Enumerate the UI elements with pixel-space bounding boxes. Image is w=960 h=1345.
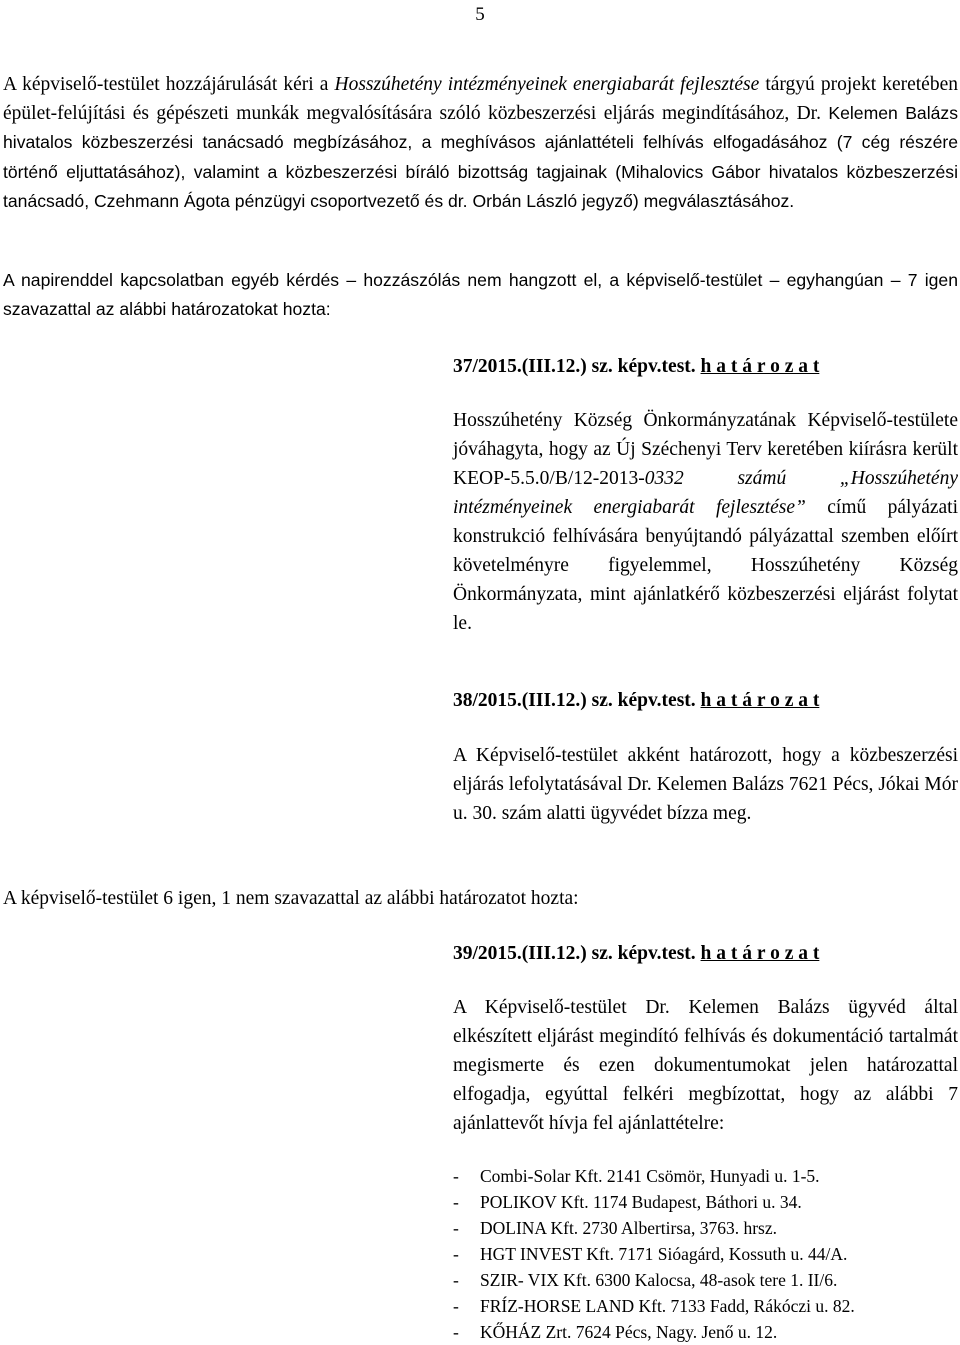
resolution-39-heading bbox=[453, 942, 953, 966]
list-item: - FRÍZ-HORSE LAND Kft. 7133 Fadd, Rákóczi u. 82. bbox=[453, 1296, 855, 1316]
resolution-keyword: h a t á r o z a t bbox=[700, 356, 820, 377]
company-list bbox=[453, 1163, 855, 1345]
resolution-keyword: h a t á r o z a t bbox=[700, 690, 820, 711]
resolution-text-b: 0332 számú „Hosszúhetény intézményeinek energiabarát fejlesztése” bbox=[453, 468, 958, 518]
resolution-number: 39/2015.(III.12.) sz. képv.test. bbox=[453, 943, 696, 964]
intro-paragraph bbox=[3, 70, 958, 216]
resolution-37-heading bbox=[453, 355, 953, 379]
resolution-number: 38/2015.(III.12.) sz. képv.test. bbox=[453, 690, 696, 711]
intro-text-1: A képviselő-testület hozzájárulását kéri a bbox=[3, 74, 335, 95]
intro-text-3: Kelemen Balázs hivatalos közbeszerzési tanácsadó megbízásához, a meghívásos ajánlattételi felhívás elfogadásához (7 cég részére történő eljuttatásához), valamint a közbeszerzési bíráló bizottság tagjainak (Mihalovics Gábor hivatalos közbeszerzési tanácsadó, Czehmann Ágota pénzügyi csoportvezető és dr. Orbán László jegyző) megválasztásához. bbox=[3, 103, 958, 211]
resolution-text-a: Hosszúhetény Község Önkormányzatának Képviselő-testülete jóváhagyta, hogy az Új Széchenyi Terv keretében kiírásra került KEOP-5.5.0/B/12-2013- bbox=[453, 410, 958, 489]
vote-note: A képviselő-testület 6 igen, 1 nem szavazattal az alábbi határozatot hozta: bbox=[3, 888, 579, 909]
resolution-text-c: című pályázati konstrukció felhívására benyújtandó pályázattal szemben előírt követelményre figyelemmel, Hosszúhetény Község Önkormányzata, mint ajánlatkérő közbeszerzési eljárást folytat le. bbox=[453, 497, 958, 634]
project-title: Hosszúhetény intézményeinek energiabarát fejlesztése bbox=[334, 74, 760, 95]
list-item: - DOLINA Kft. 2730 Albertirsa, 3763. hrsz. bbox=[453, 1218, 777, 1238]
list-item: - HGT INVEST Kft. 7171 Sióagárd, Kossuth u. 44/A. bbox=[453, 1244, 848, 1264]
resolution-38-text: A Képviselő-testület akként határozott, hogy a közbeszerzési eljárás lefolytatásával Dr. Kelemen Balázs 7621 Pécs, Jókai Mór u. 30. szám alatti ügyvédet bízza meg. bbox=[453, 745, 958, 824]
resolution-38-heading bbox=[453, 689, 953, 713]
resolution-37-text bbox=[453, 406, 958, 638]
resolution-keyword: h a t á r o z a t bbox=[700, 943, 820, 964]
list-item: - Combi-Solar Kft. 2141 Csömör, Hunyadi u. 1-5. bbox=[453, 1166, 820, 1186]
intro-text-2: tárgyú projekt keretében épület-felújítási és gépészeti munkák megvalósítására szóló közbeszerzési eljárás megindításához, Dr. bbox=[3, 74, 958, 125]
resolution-number: 37/2015.(III.12.) sz. képv.test. bbox=[453, 356, 696, 377]
list-item: - POLIKOV Kft. 1174 Budapest, Báthori u. 34. bbox=[453, 1192, 802, 1212]
discussion-paragraph: A napirenddel kapcsolatban egyéb kérdés – hozzászólás nem hangzott el, a képviselő-testület – egyhangúan – 7 igen szavazattal az alábbi határozatokat hozta: bbox=[3, 270, 958, 319]
list-item: - KŐHÁZ Zrt. 7624 Pécs, Nagy. Jenő u. 12. bbox=[453, 1322, 778, 1342]
resolution-39-text: A Képviselő-testület Dr. Kelemen Balázs ügyvéd által elkészített eljárást megindító felhívás és dokumentáció tartalmát megismerte és ezen dokumentumokat jelen határozattal elfogadja, egyúttal felkéri megbízottat, hogy az alábbi 7 ajánlattevőt hívja fel ajánlattételre: bbox=[453, 997, 958, 1134]
list-item: - SZIR- VIX Kft. 6300 Kalocsa, 48-asok tere 1. II/6. bbox=[453, 1270, 838, 1290]
page-number: 5 bbox=[475, 4, 485, 25]
